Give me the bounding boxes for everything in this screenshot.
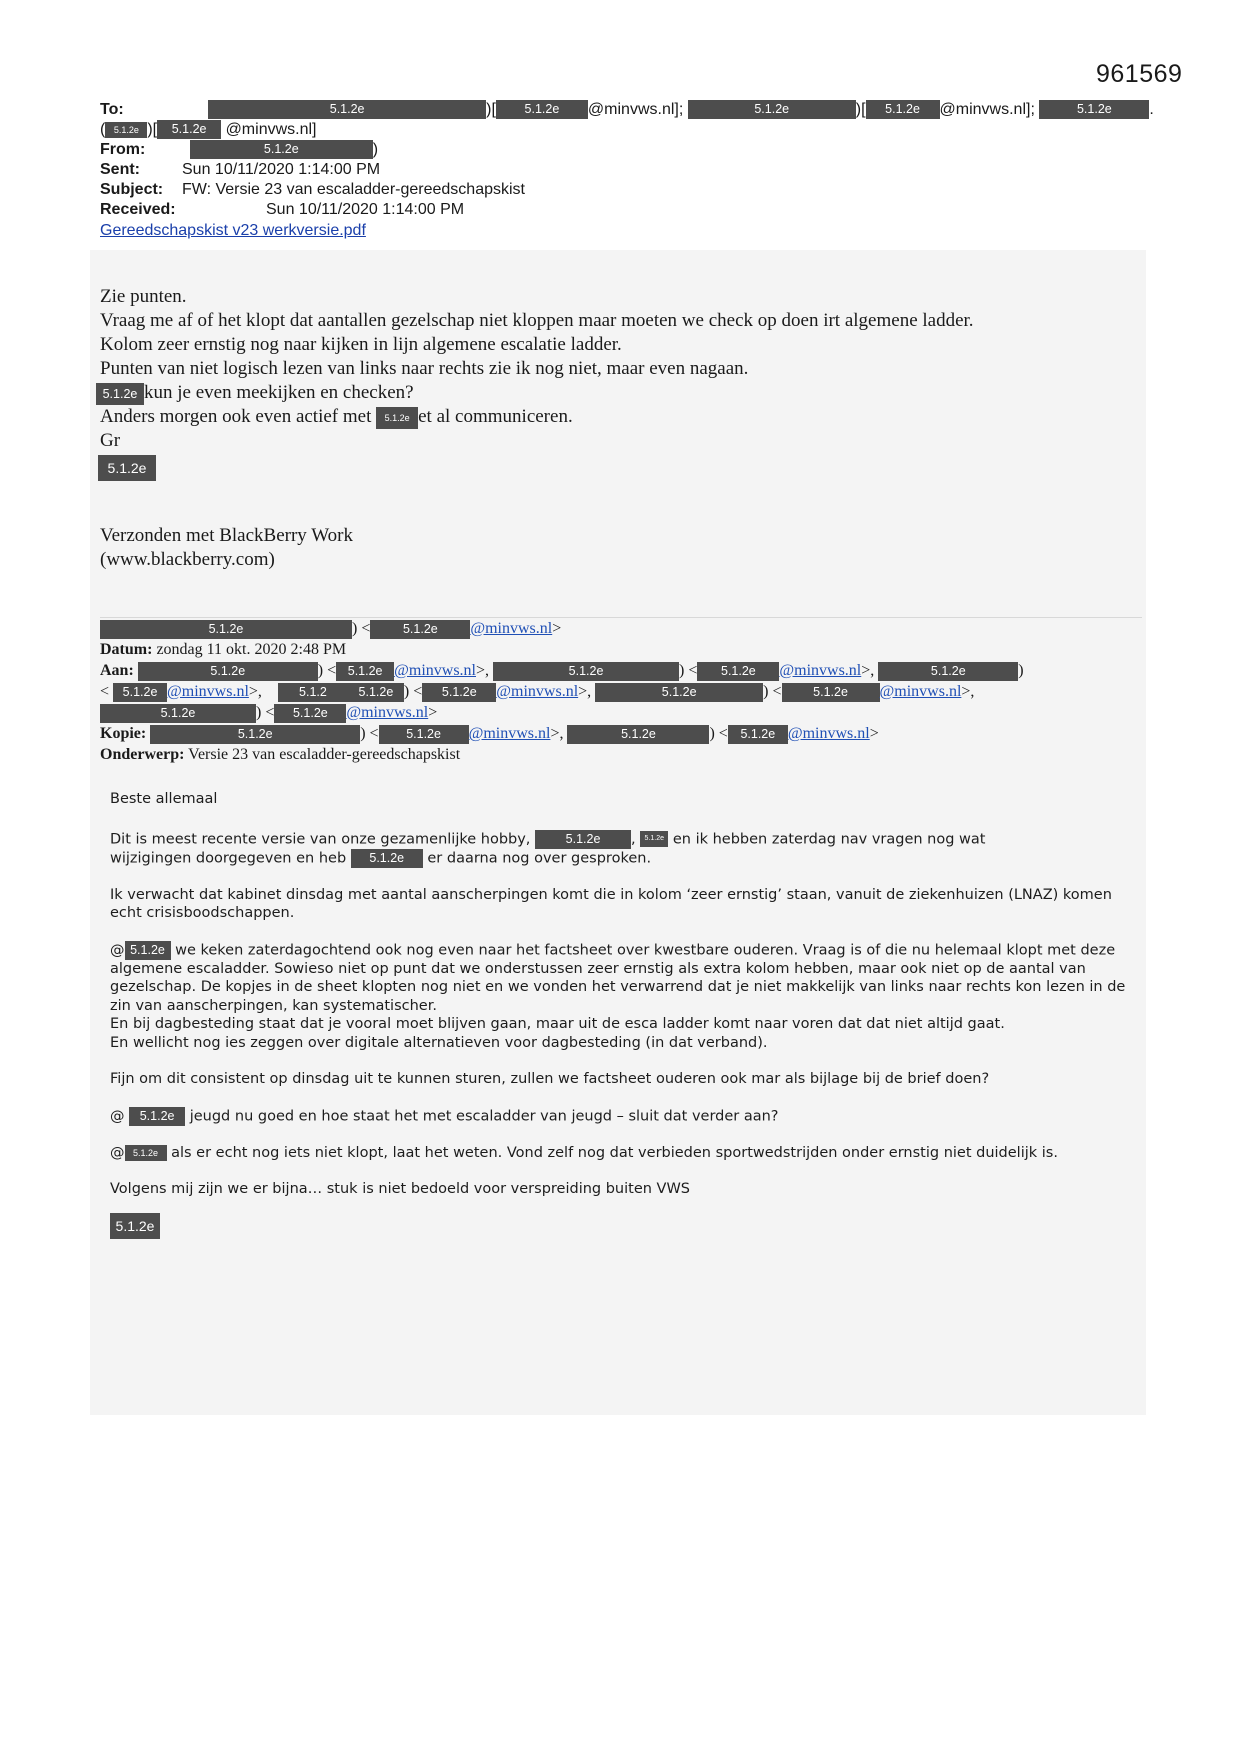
separator-text: ) < bbox=[256, 704, 275, 721]
email-domain[interactable]: @minvws.nl bbox=[470, 620, 553, 637]
separator-text: ) < bbox=[679, 662, 698, 679]
email-domain[interactable]: @minvws.nl bbox=[346, 704, 429, 721]
redaction: 5.1.2e bbox=[567, 725, 709, 744]
paren-text: ( bbox=[100, 121, 106, 138]
mail-greeting: Beste allemaal bbox=[110, 791, 218, 807]
separator-text: < bbox=[100, 683, 110, 700]
redaction: 5.1.2e bbox=[493, 662, 679, 681]
attachment-row bbox=[100, 221, 366, 241]
redaction: 5.1.2e bbox=[379, 725, 469, 744]
mail-text: jeugd nu goed en hoe staat het met escaladder van jeugd – sluit dat verder aan? bbox=[189, 1108, 779, 1124]
redaction: 5.1.2e bbox=[96, 383, 144, 405]
fw-aan-line bbox=[100, 660, 1024, 681]
datum-label: Datum: bbox=[100, 641, 153, 658]
redaction: 5.1.2e bbox=[1039, 100, 1149, 119]
redaction: 5.1.2e bbox=[113, 683, 167, 702]
message-text: Anders morgen ook even actief met bbox=[100, 406, 372, 427]
email-domain[interactable]: @minvws.nl bbox=[167, 683, 249, 700]
mail-text: we keken zaterdagochtend ook nog even naar het factsheet over kwestbare ouderen. Vraag is of die nu helemaal klopt met deze algemene escaladder. Sowieso niet op punt dat we onderstussen zeer ernstig als extra kolom hebben, maar ook niet op de aantal van gezelschap. De kopjes in de sheet klopten nog niet en we vonden het verwarrend dat je niet makkelijk van links naar rechts kon lezen in de zin van aanscherpingen, kan systematischer. bbox=[110, 942, 1126, 1014]
mail-body bbox=[110, 790, 1130, 1239]
redaction: 5.1.2e bbox=[100, 620, 352, 639]
separator-text: )[ bbox=[855, 101, 866, 118]
redaction: 5.1.2e bbox=[336, 662, 394, 681]
separator-text: > bbox=[428, 704, 438, 721]
redaction: 5.1.2e bbox=[138, 662, 318, 681]
email-domain[interactable]: @minvws.nl bbox=[787, 725, 870, 742]
kopie-label: Kopie: bbox=[100, 725, 147, 742]
sent-value: Sun 10/11/2020 1:14:00 PM bbox=[182, 161, 381, 178]
message-line: Gr bbox=[100, 430, 121, 451]
message-text: kun je even meekijken en checken? bbox=[144, 382, 414, 403]
redaction: 5.1.2e bbox=[208, 100, 486, 119]
redaction: 5.1.2e bbox=[496, 100, 588, 119]
message-line: Punten van niet logisch lezen van links naar rechts zie ik nog niet, maar even nagaan. bbox=[100, 358, 749, 379]
separator-text: ) < bbox=[403, 683, 423, 700]
separator-text: >, bbox=[961, 683, 975, 700]
separator-text: > bbox=[869, 725, 879, 742]
subject-label: Subject: bbox=[100, 181, 164, 198]
subject-value: FW: Versie 23 van escaladder-gereedschapskist bbox=[182, 181, 525, 198]
email-domain[interactable]: @minvws.nl bbox=[468, 725, 551, 742]
email-domain: @minvws.nl]; bbox=[939, 101, 1035, 118]
mail-text: @ bbox=[110, 942, 125, 958]
mail-paragraph bbox=[110, 941, 1130, 1053]
message-line bbox=[96, 381, 414, 405]
redaction: 5.1.2e bbox=[125, 941, 171, 960]
signature-line: Verzonden met BlackBerry Work bbox=[100, 525, 353, 546]
attachment-link[interactable]: Gereedschapskist v23 werkversie.pdf bbox=[100, 222, 366, 239]
redaction: 5.1.2e bbox=[129, 1107, 185, 1126]
document-id: 961569 bbox=[1096, 60, 1183, 88]
redaction: 5.1.2e bbox=[110, 1213, 160, 1239]
message-line: Zie punten. bbox=[100, 286, 187, 307]
redaction: 5.1.2e bbox=[688, 100, 856, 119]
redaction: 5.1.2e bbox=[190, 140, 373, 159]
redaction: 5.1.2e bbox=[640, 831, 668, 847]
fw-onderwerp-line bbox=[100, 744, 460, 765]
separator-text: ) < bbox=[709, 725, 728, 742]
mail-text: en ik hebben zaterdag nav vragen nog wat bbox=[672, 831, 986, 847]
email-domain[interactable]: @minvws.nl bbox=[496, 683, 579, 700]
separator-text: ) < bbox=[352, 620, 371, 637]
email-domain: @minvws.nl] bbox=[225, 121, 317, 138]
redaction: 5.1.2e bbox=[376, 407, 418, 429]
redaction: 5.1.2e bbox=[595, 683, 763, 702]
fw-kopie-line bbox=[100, 723, 879, 744]
redaction: 5.1.2e bbox=[782, 683, 880, 702]
fw-aan-line-3 bbox=[100, 702, 437, 723]
mail-paragraph bbox=[110, 1144, 1130, 1163]
header-sent-line bbox=[100, 160, 380, 180]
mail-text: En bij dagbesteding staat dat je vooral moet blijven gaan, maar uit de esca ladder komt naar voren dat dat niet altijd gaat. bbox=[110, 1016, 1005, 1032]
redaction: 5.1.2e bbox=[535, 830, 631, 849]
redaction: 5.1.2e bbox=[105, 122, 147, 138]
redaction: 5.1.2e bbox=[150, 725, 360, 744]
received-label: Received: bbox=[100, 201, 176, 218]
paren-text: ) bbox=[372, 141, 379, 158]
redaction: 5.1.2e bbox=[697, 662, 779, 681]
sent-label: Sent: bbox=[100, 161, 140, 178]
separator-text: >, bbox=[578, 683, 592, 700]
header-to-line-2 bbox=[100, 120, 316, 140]
mail-paragraph: Fijn om dit consistent op dinsdag uit te kunnen sturen, zullen we factsheet ouderen ook mar als bijlage bij de brief doen? bbox=[110, 1071, 990, 1087]
fw-datum-line bbox=[100, 639, 346, 660]
header-subject-line bbox=[100, 180, 525, 200]
from-label: From: bbox=[100, 141, 146, 158]
signature-line: (www.blackberry.com) bbox=[100, 549, 275, 570]
message-line: Vraag me af of het klopt dat aantallen gezelschap niet kloppen maar moeten we check op doen irt algemene ladder. bbox=[100, 310, 974, 331]
mail-paragraph: Dit is meest recente versie van onze gezamenlijke hobby, 5.1.2e , 5.1.2e en ik hebben zaterdag nav vragen nog wat wijzigingen doorgegeven en heb 5.1.2e er daarna nog over gesproken. bbox=[110, 831, 986, 866]
message-text: et al communiceren. bbox=[418, 406, 573, 427]
onderwerp-value: Versie 23 van escaladder-gereedschapskist bbox=[188, 746, 461, 763]
redaction: 5.1.2e bbox=[728, 725, 788, 744]
onderwerp-label: Onderwerp: bbox=[100, 746, 185, 763]
message-line bbox=[100, 405, 573, 429]
redaction: 5.1.2e bbox=[100, 704, 256, 723]
received-value: Sun 10/11/2020 1:14:00 PM bbox=[266, 201, 465, 218]
datum-value: zondag 11 okt. 2020 2:48 PM bbox=[156, 641, 347, 658]
redaction: 5.1.2e bbox=[274, 704, 346, 723]
separator-text: ) < bbox=[763, 683, 782, 700]
separator-text: >, bbox=[861, 662, 875, 679]
header-to-line: To: 5.1.2e )[ 5.1.2e @minvws.nl]; 5.1.2e )[ 5.1.2e @minvws.nl]; 5.1.2e . bbox=[100, 101, 1154, 118]
mail-text: er daarna nog over gesproken. bbox=[427, 850, 652, 866]
separator-text: )[ bbox=[147, 121, 158, 138]
redaction: 5.1.2e bbox=[866, 100, 940, 119]
separator-text: )[ bbox=[486, 101, 496, 118]
mail-text: @ bbox=[110, 1144, 125, 1161]
redaction: 5.1.2e bbox=[348, 683, 404, 702]
redaction: 5.1.2 bbox=[278, 683, 348, 702]
header-from-line bbox=[100, 140, 378, 160]
signature-redaction-row bbox=[98, 455, 156, 481]
email-domain[interactable]: @minvws.nl bbox=[394, 662, 476, 679]
mail-paragraph: Ik verwacht dat kabinet dinsdag met aantal aanscherpingen komt die in kolom ‘zeer ernstig’ staan, vanuit de ziekenhuizen (LNAZ) komen echt crisisboodschappen. bbox=[110, 886, 1112, 921]
mail-text: En wellicht nog ies zeggen over digitale alternatieven voor dagbesteding (in dat verband). bbox=[110, 1034, 768, 1051]
redaction: 5.1.2e bbox=[351, 849, 423, 868]
separator-text: ) < bbox=[360, 725, 379, 742]
mail-text: als er echt nog iets niet klopt, laat het weten. Vond zelf nog dat verbieden sportwedstrijden onder ernstig niet duidelijk is. bbox=[171, 1144, 1058, 1161]
redaction: 5.1.2e bbox=[878, 662, 1018, 681]
mail-paragraph bbox=[110, 1107, 1130, 1126]
redaction: 5.1.2e bbox=[370, 620, 470, 639]
redaction: 5.1.2e bbox=[125, 1145, 167, 1161]
separator-text: > bbox=[552, 620, 562, 637]
redaction: 5.1.2e bbox=[98, 455, 156, 481]
message-line: Kolom zeer ernstig nog naar kijken in lijn algemene escalatie ladder. bbox=[100, 334, 622, 355]
separator-text: ) < bbox=[317, 662, 337, 679]
fw-aan-line-2 bbox=[100, 681, 974, 702]
email-domain[interactable]: @minvws.nl bbox=[779, 662, 862, 679]
separator-text: ) bbox=[1018, 662, 1024, 679]
email-domain: @minvws.nl]; bbox=[587, 101, 684, 118]
mail-text: Dit is meest recente versie van onze gezamenlijke hobby, bbox=[110, 831, 531, 847]
to-label: To: bbox=[100, 101, 124, 118]
fw-from-line bbox=[100, 618, 561, 639]
separator-text: >, bbox=[550, 725, 564, 742]
mail-paragraph: Volgens mij zijn we er bijna… stuk is niet bedoeld voor verspreiding buiten VWS bbox=[110, 1181, 691, 1197]
separator-text: >, bbox=[248, 683, 262, 700]
mail-text: wijzigingen doorgegeven en heb bbox=[110, 850, 347, 866]
header-received-line bbox=[100, 200, 464, 220]
separator-text: >, bbox=[476, 662, 490, 679]
redaction: 5.1.2e bbox=[422, 683, 496, 702]
aan-label: Aan: bbox=[100, 662, 134, 679]
email-domain[interactable]: @minvws.nl bbox=[879, 683, 962, 700]
mail-text: @ bbox=[110, 1108, 125, 1124]
redaction: 5.1.2e bbox=[157, 120, 221, 139]
